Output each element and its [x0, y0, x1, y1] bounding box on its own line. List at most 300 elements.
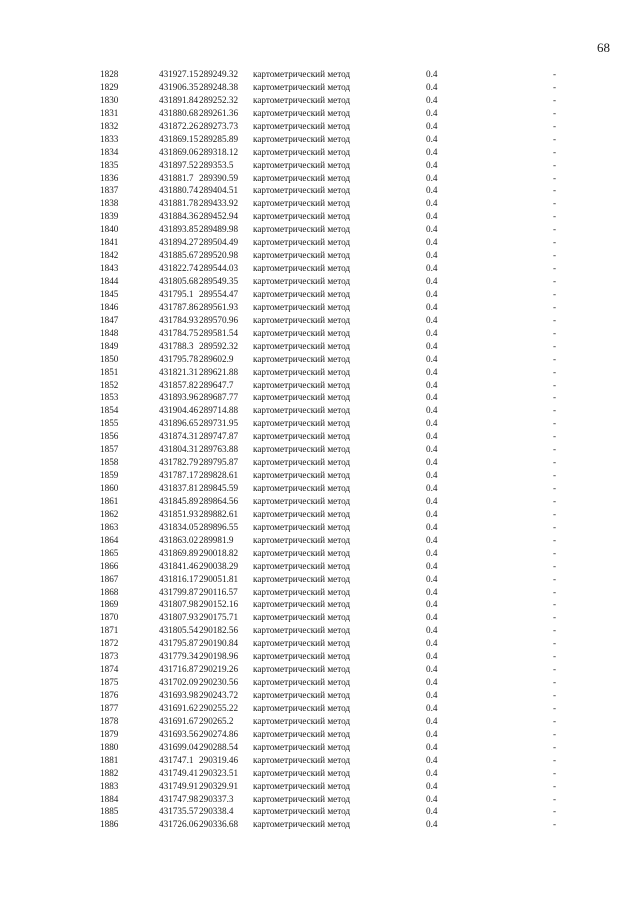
method: картометрический метод [253, 702, 351, 713]
method: картометрический метод [253, 560, 351, 571]
note: - [553, 664, 557, 675]
note: - [553, 780, 557, 791]
x-coordinate: 431837.81 [159, 483, 199, 493]
y-coordinate: 289828.61 [199, 470, 239, 481]
x-coordinate: 431894.27 [159, 237, 199, 248]
x-coordinate: 431807.98 [159, 599, 199, 610]
note: - [553, 237, 557, 248]
x-coordinate: 431726.06 [159, 819, 199, 830]
accuracy: 0.4 [426, 806, 438, 817]
note: - [553, 741, 557, 752]
note: - [553, 405, 557, 416]
point-number: 1882 [100, 767, 119, 778]
point-number: 1872 [100, 638, 119, 649]
x-coordinate: 431807.93 [159, 612, 199, 623]
y-coordinate: 290182.56 [199, 625, 239, 636]
y-coordinate: 289544.03 [199, 263, 239, 274]
x-coordinate: 431747.1 [159, 754, 194, 765]
accuracy: 0.4 [426, 237, 438, 248]
x-coordinate: 431716.87 [159, 664, 199, 675]
note: - [553, 366, 557, 377]
point-number: 1840 [100, 224, 119, 235]
method: картометрический метод [253, 107, 351, 118]
y-coordinate: 290038.29 [199, 560, 239, 571]
x-coordinate: 431804.31 [159, 444, 199, 455]
x-coordinate: 431787.86 [159, 301, 199, 312]
accuracy: 0.4 [426, 198, 438, 209]
x-coordinate: 431880.74 [159, 185, 199, 196]
x-coordinate: 431779.34 [159, 651, 199, 662]
accuracy: 0.4 [426, 133, 438, 144]
x-coordinate: 431897.52 [159, 159, 199, 170]
y-coordinate: 290323.51 [199, 767, 239, 778]
x-coordinate: 431699.04 [159, 741, 199, 752]
accuracy: 0.4 [426, 107, 438, 118]
method: картометрический метод [253, 94, 351, 105]
accuracy: 0.4 [426, 276, 438, 286]
x-coordinate: 431851.93 [159, 508, 199, 519]
accuracy: 0.4 [426, 250, 438, 261]
note: - [553, 146, 557, 157]
note: - [553, 806, 557, 817]
y-coordinate: 289353.5 [199, 159, 234, 170]
note: - [553, 107, 557, 118]
note: - [553, 276, 557, 286]
point-number: 1863 [100, 521, 119, 532]
accuracy: 0.4 [426, 444, 438, 455]
y-coordinate: 290243.72 [199, 690, 239, 700]
point-number: 1851 [100, 366, 119, 377]
x-coordinate: 431747.98 [159, 793, 199, 804]
y-coordinate: 289864.56 [199, 495, 239, 506]
method: картометрический метод [253, 534, 351, 545]
x-coordinate: 431881.78 [159, 198, 199, 209]
x-coordinate: 431872.26 [159, 120, 199, 131]
y-coordinate: 289731.95 [199, 418, 239, 429]
method: картометрический метод [253, 81, 351, 92]
accuracy: 0.4 [426, 521, 438, 532]
method: картометрический метод [253, 444, 351, 455]
x-coordinate: 431805.68 [159, 276, 199, 286]
method: картометрический метод [253, 431, 351, 442]
y-coordinate: 290319.46 [199, 754, 239, 765]
y-coordinate: 289390.59 [199, 172, 239, 183]
y-coordinate: 290175.71 [199, 612, 239, 623]
accuracy: 0.4 [426, 81, 438, 92]
method: картометрический метод [253, 599, 351, 610]
point-number: 1871 [100, 625, 119, 636]
method: картометрический метод [253, 159, 351, 170]
point-number: 1844 [100, 276, 119, 286]
note: - [553, 288, 557, 299]
y-coordinate: 289285.89 [199, 133, 239, 144]
method: картометрический метод [253, 172, 351, 183]
y-coordinate: 289273.73 [199, 120, 239, 131]
accuracy: 0.4 [426, 288, 438, 299]
point-number: 1874 [100, 664, 119, 675]
y-coordinate: 289592.32 [199, 340, 239, 351]
x-coordinate: 431805.54 [159, 625, 199, 636]
method: картометрический метод [253, 185, 351, 196]
point-number: 1839 [100, 211, 119, 222]
note: - [553, 495, 557, 506]
method: картометрический метод [253, 340, 351, 351]
note: - [553, 483, 557, 493]
point-number: 1833 [100, 133, 119, 144]
note: - [553, 690, 557, 700]
point-number: 1842 [100, 250, 119, 261]
accuracy: 0.4 [426, 534, 438, 545]
point-number: 1861 [100, 495, 119, 506]
accuracy: 0.4 [426, 340, 438, 351]
x-coordinate: 431691.67 [159, 715, 199, 726]
note: - [553, 392, 557, 403]
method: картометрический метод [253, 69, 351, 79]
note: - [553, 133, 557, 144]
accuracy: 0.4 [426, 172, 438, 183]
note: - [553, 638, 557, 649]
method: картометрический метод [253, 146, 351, 157]
x-coordinate: 431693.98 [159, 690, 199, 700]
accuracy: 0.4 [426, 470, 438, 481]
point-number: 1836 [100, 172, 119, 183]
point-number: 1870 [100, 612, 119, 623]
method: картометрический метод [253, 741, 351, 752]
point-number: 1852 [100, 379, 119, 390]
note: - [553, 263, 557, 274]
accuracy: 0.4 [426, 159, 438, 170]
y-coordinate: 289554.47 [199, 288, 239, 299]
method: картометрический метод [253, 198, 351, 209]
method: картометрический метод [253, 470, 351, 481]
y-coordinate: 289561.93 [199, 301, 239, 312]
note: - [553, 250, 557, 261]
x-coordinate: 431788.3 [159, 340, 194, 351]
method: картометрический метод [253, 677, 351, 688]
x-coordinate: 431891.84 [159, 94, 199, 105]
y-coordinate: 290219.26 [199, 664, 239, 675]
method: картометрический метод [253, 612, 351, 623]
note: - [553, 793, 557, 804]
x-coordinate: 431787.17 [159, 470, 199, 481]
note: - [553, 728, 557, 739]
point-number: 1873 [100, 651, 119, 662]
note: - [553, 379, 557, 390]
x-coordinate: 431869.15 [159, 133, 199, 144]
method: картометрический метод [253, 301, 351, 312]
method: картометрический метод [253, 521, 351, 532]
y-coordinate: 290337.3 [199, 793, 234, 804]
point-number: 1880 [100, 741, 119, 752]
y-coordinate: 289647.7 [199, 379, 234, 390]
x-coordinate: 431691.62 [159, 702, 199, 713]
note: - [553, 301, 557, 312]
y-coordinate: 290116.57 [199, 586, 238, 597]
method: картометрический метод [253, 806, 351, 817]
note: - [553, 677, 557, 688]
y-coordinate: 289261.36 [199, 107, 239, 118]
note: - [553, 767, 557, 778]
point-number: 1847 [100, 314, 119, 325]
accuracy: 0.4 [426, 301, 438, 312]
method: картометрический метод [253, 508, 351, 519]
y-coordinate: 289602.9 [199, 353, 234, 364]
note: - [553, 198, 557, 209]
y-coordinate: 289489.98 [199, 224, 239, 235]
y-coordinate: 289747.87 [199, 431, 239, 442]
accuracy: 0.4 [426, 483, 438, 493]
y-coordinate: 289570.96 [199, 314, 239, 325]
point-number: 1857 [100, 444, 119, 455]
method: картометрический метод [253, 780, 351, 791]
point-number: 1855 [100, 418, 119, 429]
x-coordinate: 431834.05 [159, 521, 199, 532]
y-coordinate: 289452.94 [199, 211, 239, 222]
method: картометрический метод [253, 586, 351, 597]
note: - [553, 625, 557, 636]
x-coordinate: 431885.67 [159, 250, 199, 261]
y-coordinate: 290018.82 [199, 547, 239, 558]
method: картометрический метод [253, 754, 351, 765]
x-coordinate: 431749.41 [159, 767, 199, 778]
accuracy: 0.4 [426, 793, 438, 804]
note: - [553, 340, 557, 351]
note: - [553, 211, 557, 222]
x-coordinate: 431881.7 [159, 172, 194, 183]
y-coordinate: 290152.16 [199, 599, 239, 610]
note: - [553, 431, 557, 442]
x-coordinate: 431784.93 [159, 314, 199, 325]
x-coordinate: 431874.31 [159, 431, 199, 442]
accuracy: 0.4 [426, 263, 438, 274]
x-coordinate: 431816.17 [159, 573, 199, 584]
point-number: 1860 [100, 483, 119, 493]
note: - [553, 224, 557, 235]
accuracy: 0.4 [426, 418, 438, 429]
method: картометрический метод [253, 690, 351, 700]
y-coordinate: 290338.4 [199, 806, 234, 817]
point-number: 1845 [100, 288, 119, 299]
method: картометрический метод [253, 728, 351, 739]
point-number: 1881 [100, 754, 119, 765]
y-coordinate: 290329.91 [199, 780, 239, 791]
point-number: 1865 [100, 547, 119, 558]
point-number: 1883 [100, 780, 119, 791]
accuracy: 0.4 [426, 327, 438, 338]
note: - [553, 702, 557, 713]
accuracy: 0.4 [426, 599, 438, 610]
y-coordinate: 290274.86 [199, 728, 239, 739]
accuracy: 0.4 [426, 664, 438, 675]
x-coordinate: 431735.57 [159, 806, 199, 817]
method: картометрический метод [253, 483, 351, 493]
note: - [553, 534, 557, 545]
point-number: 1875 [100, 677, 119, 688]
point-number: 1858 [100, 457, 119, 468]
note: - [553, 418, 557, 429]
method: картометрический метод [253, 314, 351, 325]
note: - [553, 560, 557, 571]
method: картометрический метод [253, 379, 351, 390]
y-coordinate: 290265.2 [199, 715, 234, 726]
y-coordinate: 289981.9 [199, 534, 234, 545]
x-coordinate: 431857.82 [159, 379, 199, 390]
accuracy: 0.4 [426, 702, 438, 713]
accuracy: 0.4 [426, 547, 438, 558]
accuracy: 0.4 [426, 715, 438, 726]
point-number: 1837 [100, 185, 119, 196]
accuracy: 0.4 [426, 767, 438, 778]
method: картометрический метод [253, 405, 351, 416]
y-coordinate: 289252.32 [199, 94, 239, 105]
method: картометрический метод [253, 495, 351, 506]
point-number: 1876 [100, 690, 119, 700]
note: - [553, 508, 557, 519]
point-number: 1878 [100, 715, 119, 726]
x-coordinate: 431884.36 [159, 211, 199, 222]
point-number: 1862 [100, 508, 119, 519]
x-coordinate: 431841.46 [159, 560, 199, 571]
accuracy: 0.4 [426, 819, 438, 830]
point-number: 1835 [100, 159, 119, 170]
accuracy: 0.4 [426, 728, 438, 739]
accuracy: 0.4 [426, 392, 438, 403]
page-number: 68 [597, 40, 610, 55]
x-coordinate: 431799.87 [159, 586, 199, 597]
method: картометрический метод [253, 366, 351, 377]
point-number: 1884 [100, 793, 119, 804]
y-coordinate: 289621.88 [199, 366, 239, 377]
note: - [553, 612, 557, 623]
accuracy: 0.4 [426, 741, 438, 752]
x-coordinate: 431869.89 [159, 547, 199, 558]
point-number: 1831 [100, 107, 119, 118]
point-number: 1829 [100, 81, 119, 92]
accuracy: 0.4 [426, 211, 438, 222]
point-number: 1841 [100, 237, 119, 248]
accuracy: 0.4 [426, 780, 438, 791]
y-coordinate: 290198.96 [199, 651, 239, 662]
accuracy: 0.4 [426, 612, 438, 623]
accuracy: 0.4 [426, 314, 438, 325]
note: - [553, 185, 557, 196]
x-coordinate: 431702.09 [159, 677, 199, 688]
y-coordinate: 289763.88 [199, 444, 239, 455]
accuracy: 0.4 [426, 573, 438, 584]
point-number: 1854 [100, 405, 119, 416]
x-coordinate: 431749.91 [159, 780, 199, 791]
y-coordinate: 289433.92 [199, 198, 239, 209]
accuracy: 0.4 [426, 690, 438, 700]
y-coordinate: 289845.59 [199, 483, 239, 493]
note: - [553, 573, 557, 584]
note: - [553, 314, 557, 325]
x-coordinate: 431893.96 [159, 392, 199, 403]
point-number: 1832 [100, 120, 119, 131]
note: - [553, 172, 557, 183]
accuracy: 0.4 [426, 560, 438, 571]
method: картометрический метод [253, 547, 351, 558]
accuracy: 0.4 [426, 379, 438, 390]
point-number: 1866 [100, 560, 119, 571]
note: - [553, 327, 557, 338]
method: картометрический метод [253, 120, 351, 131]
point-number: 1828 [100, 69, 119, 79]
accuracy: 0.4 [426, 94, 438, 105]
point-number: 1885 [100, 806, 119, 817]
y-coordinate: 289581.54 [199, 327, 239, 338]
method: картометрический метод [253, 276, 351, 286]
y-coordinate: 289504.49 [199, 237, 239, 248]
note: - [553, 521, 557, 532]
y-coordinate: 289896.55 [199, 521, 239, 532]
point-number: 1869 [100, 599, 119, 610]
method: картометрический метод [253, 418, 351, 429]
note: - [553, 547, 557, 558]
method: картометрический метод [253, 392, 351, 403]
x-coordinate: 431795.78 [159, 353, 199, 364]
accuracy: 0.4 [426, 69, 438, 79]
method: картометрический метод [253, 664, 351, 675]
method: картометрический метод [253, 353, 351, 364]
method: картометрический метод [253, 263, 351, 274]
method: картометрический метод [253, 638, 351, 649]
note: - [553, 457, 557, 468]
method: картометрический метод [253, 793, 351, 804]
method: картометрический метод [253, 211, 351, 222]
point-number: 1867 [100, 573, 119, 584]
accuracy: 0.4 [426, 185, 438, 196]
y-coordinate: 289404.51 [199, 185, 239, 196]
y-coordinate: 289520.98 [199, 250, 239, 261]
accuracy: 0.4 [426, 353, 438, 364]
accuracy: 0.4 [426, 638, 438, 649]
point-number: 1859 [100, 470, 119, 481]
x-coordinate: 431845.89 [159, 495, 199, 506]
note: - [553, 754, 557, 765]
y-coordinate: 289714.88 [199, 405, 239, 416]
method: картометрический метод [253, 237, 351, 248]
x-coordinate: 431896.65 [159, 418, 199, 429]
note: - [553, 81, 557, 92]
y-coordinate: 290190.84 [199, 638, 239, 649]
accuracy: 0.4 [426, 677, 438, 688]
y-coordinate: 289318.12 [199, 146, 239, 157]
accuracy: 0.4 [426, 625, 438, 636]
note: - [553, 651, 557, 662]
x-coordinate: 431880.68 [159, 107, 199, 118]
accuracy: 0.4 [426, 651, 438, 662]
method: картометрический метод [253, 625, 351, 636]
y-coordinate: 290230.56 [199, 677, 239, 688]
accuracy: 0.4 [426, 146, 438, 157]
accuracy: 0.4 [426, 508, 438, 519]
accuracy: 0.4 [426, 495, 438, 506]
x-coordinate: 431822.74 [159, 263, 199, 274]
x-coordinate: 431904.46 [159, 405, 199, 416]
note: - [553, 120, 557, 131]
x-coordinate: 431893.85 [159, 224, 199, 235]
method: картометрический метод [253, 327, 351, 338]
point-number: 1843 [100, 263, 119, 274]
point-number: 1868 [100, 586, 119, 597]
point-number: 1853 [100, 392, 119, 403]
y-coordinate: 289882.61 [199, 508, 239, 519]
note: - [553, 819, 557, 830]
point-number: 1846 [100, 301, 119, 312]
accuracy: 0.4 [426, 366, 438, 377]
method: картометрический метод [253, 133, 351, 144]
